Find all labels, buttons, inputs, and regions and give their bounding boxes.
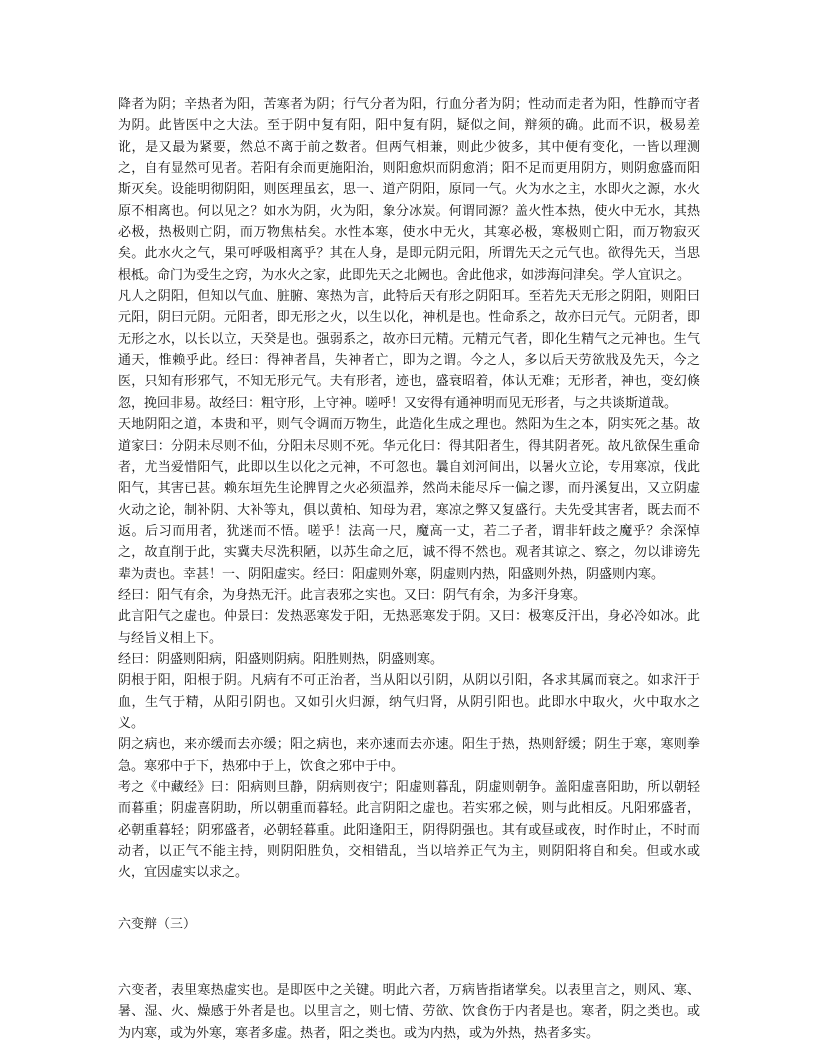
paragraph: 阴根于阳，阳根于阴。凡病有不可正治者，当从阳以引阴，从阴以引阳，各求其属而衰之。如求汗于血，生气于精，从阳引阴也。又如引火归源，纳气归肾，从阴引阳也。此即水中取火，火中取水之义。 [118,673,700,731]
paragraph: 考之《中藏经》曰：阳病则旦静，阴病则夜宁；阳虚则暮乱，阴虚则朝争。盖阳虚喜阳助，所以朝轻而暮重；阴虚喜阴助，所以朝重而暮轻。此言阴阳之虚也。若实邪之候，则与此相反。凡阳邪盛者，必朝重暮轻；阴邪盛者，必朝轻暮重。此阳逢阳王，阴得阴强也。其有或昼或夜，时作时止，不时而动者，以正气不能主持，则阴阳胜负，交相错乱，当以培养正气为主，则阴阳将自和矣。但或水或火，宜因虚实以求之。 [118,780,700,881]
paragraph: 凡人之阴阳，但知以气血、脏腑、寒热为言，此特后天有形之阴阳耳。至若先天无形之阴阳，则阳曰元阳，阴曰元阴。元阳者，即无形之火，以生以化，神机是也。性命系之，故亦曰元气。元阴者，即无形之水，以长以立，天癸是也。强弱系之，故亦曰元精。元精元气者，即化生精气之元神也。生气通天，惟赖乎此。经曰：得神者昌，失神者亡，即为之谓。今之人，多以后天劳欲戕及先天，今之医，只知有形邪气，不知无形元气。夫有形者，迹也，盛衰昭着，体认无难；无形者，神也，变幻倏忽，挽回非易。故经曰：粗守形，上守神。嗟呼！又安得有通神明而见无形者，与之共谈斯道哉。 [118,289,700,411]
section-heading: 六变辩（三） [118,916,197,932]
paragraph: 经曰：阴盛则阳病，阳盛则阴病。阳胜则热，阴盛则寒。 [118,651,444,667]
document-page [118,94,700,1044]
paragraph: 此言阳气之虚也。仲景曰：发热恶寒发于阳，无热恶寒发于阴。又曰：极寒反汗出，身必冷如冰。此与经旨义相上下。 [118,609,700,646]
paragraph: 经曰：阳气有余，为身热无汗。此言表邪之实也。又曰：阴气有余，为多汗身寒。 [118,587,587,603]
paragraph: 降者为阴；辛热者为阳，苦寒者为阴；行气分者为阳，行血分者为阴；性动而走者为阳，性静而守者为阴。此皆医中之大法。至于阴中复有阳，阳中复有阴，疑似之间，辩须的确。此而不识，极易差讹，是又最为紧要，然总不离于前之数者。但两气相兼，则此少彼多，其中便有变化，一皆以理测之，自有显然可见者。若阳有余而更施阳治，则阳愈炽而阴愈消；阳不足而更用阴方，则阴愈盛而阳斯灭矣。设能明彻阴阳，则医理虽玄，思一、道产阴阳，原同一气。火为水之主，水即火之源，水火原不相离也。何以见之？如水为阴，火为阳，象分冰炭。何谓同源？盖火性本热，使火中无水，其热必极，热极则亡阴，而万物焦枯矣。水性本寒，使水中无火，其寒必极，寒极则亡阳，而万物寂灭矣。此水火之气，果可呼吸相离乎？其在人身，是即元阴元阳，所谓先天之元气也。欲得先天，当思根柢。命门为受生之窍，为水火之家，此即先天之北阙也。舍此他求，如涉海问津矣。学人宜识之。 [118,97,700,283]
paragraph: 阴之病也，来亦缓而去亦缓；阳之病也，来亦速而去亦速。阳生于热，热则舒缓；阴生于寒，寒则拳急。寒邪中于下，热邪中于上，饮食之邪中于中。 [118,737,700,774]
paragraph: 六变者，表里寒热虚实也。是即医中之关键。明此六者，万病皆指诸掌矣。以表里言之，则风、寒、暑、湿、火、燥感于外者是也。以里言之，则七情、劳欲、饮食伤于内者是也。寒者，阴之类也。或为内寒，或为外寒，寒者多虚。热者，阳之类也。或为内热，或为外热，热者多实。 [118,983,700,1041]
paragraph: 天地阴阳之道，本贵和平，则气令调而万物生，此造化生成之理也。然阳为生之本，阴实死之基。故道家曰：分阴未尽则不仙，分阳未尽则不死。华元化曰：得其阳者生，得其阴者死。故凡欲保生重命者，尤当爱惜阳气，此即以生以化之元神，不可忽也。曩自刘河间出，以暑火立论，专用寒凉，伐此阳气，其害已甚。赖东垣先生论脾胃之火必须温养，然尚未能尽斥一偏之谬，而丹溪复出，又立阴虚火动之论，制补阴、大补等丸，俱以黄柏、知母为君，寒凉之弊又复盛行。夫先受其害者，既去而不返。后习而用者，犹迷而不悟。嗟乎！法高一尺，魔高一丈，若二子者，谓非轩歧之魔乎？余深悼之，故直削于此，实冀夫尽洗积陋，以苏生命之厄，诚不得不然也。观者其谅之、察之，勿以诽谤先辈为责也。幸甚！一、阴阳虚实。经曰：阳虚则外寒，阴虚则内热，阳盛则外热，阴盛则内寒。 [118,417,700,582]
